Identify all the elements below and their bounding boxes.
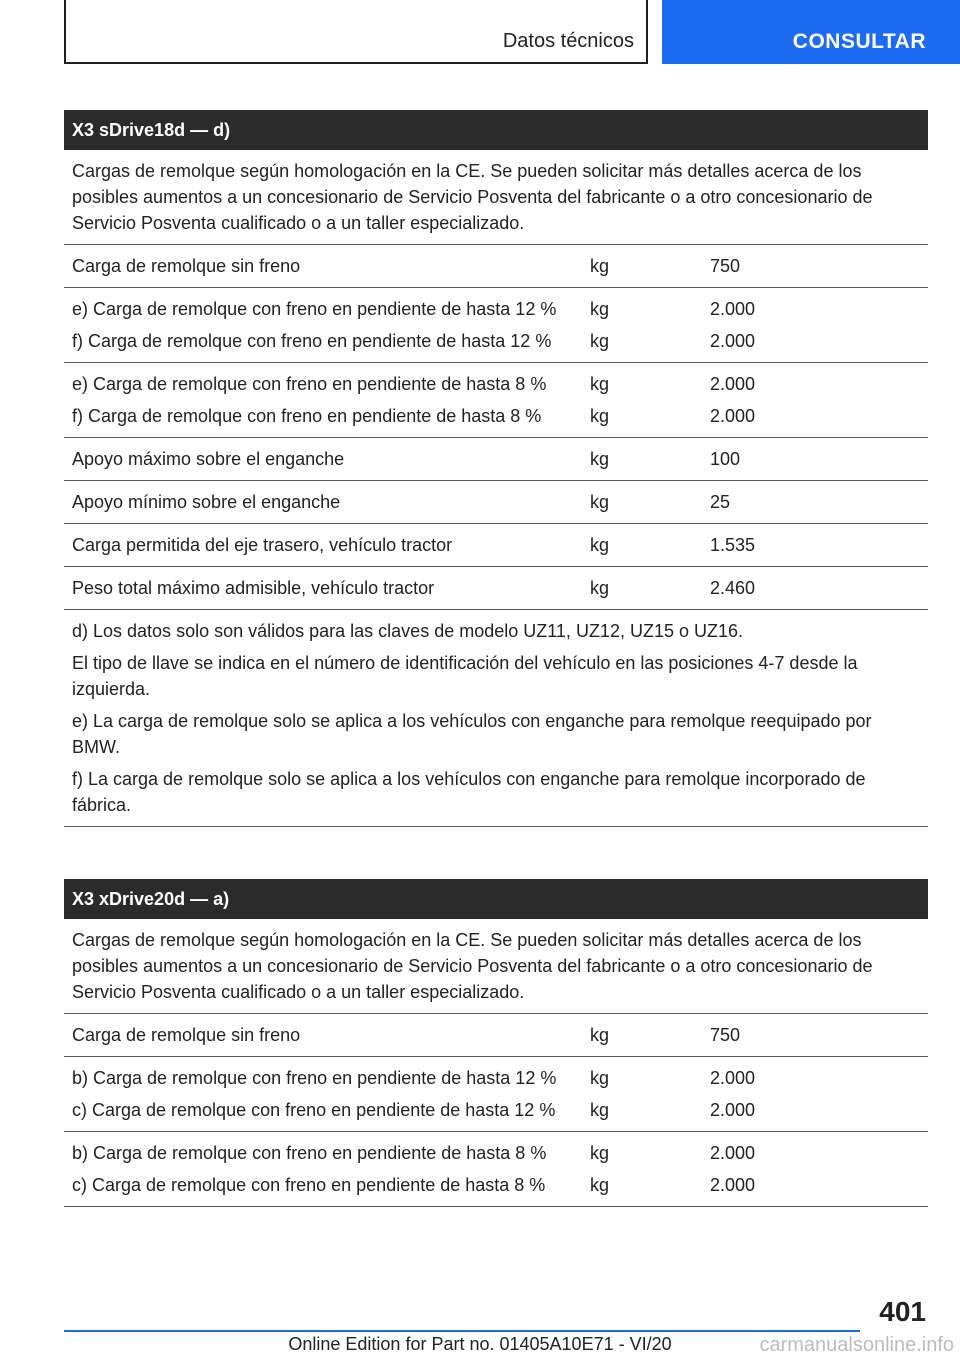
spec-unit: kg	[590, 492, 610, 512]
spec-unit-cell	[590, 363, 710, 437]
spec-label: e) Carga de remolque con freno en pendiente de hasta 8 %	[72, 374, 547, 394]
footnote: e) La carga de remolque solo se aplica a los vehículos con enganche para remolque reequipado por BMW.	[72, 711, 872, 757]
spec-value: 2.000	[710, 1100, 756, 1120]
section-intro: Cargas de remolque según homologación en la CE. Se pueden solicitar más detalles acerca de los posibles aumentos a un concesionario de Servicio Posventa del fabricante o a otro concesionario de Servicio Posventa cualificado o a un taller especializado.	[64, 150, 928, 245]
table-row	[64, 245, 928, 288]
table-row	[64, 1014, 928, 1057]
spec-unit-cell	[590, 438, 710, 480]
spec-section-sdrive18d	[64, 110, 928, 827]
spec-label-cell	[64, 363, 590, 437]
spec-value-cell	[710, 1057, 910, 1131]
spec-label-cell	[64, 438, 590, 480]
table-row	[64, 1057, 928, 1132]
spec-unit: kg	[590, 1025, 610, 1045]
spec-value: 25	[710, 492, 731, 512]
spec-unit: kg	[590, 1143, 610, 1163]
page-number: 401	[879, 1296, 926, 1327]
spec-value-cell	[710, 438, 910, 480]
table-row	[64, 481, 928, 524]
spec-label-cell	[64, 1057, 590, 1131]
spec-label: Apoyo mínimo sobre el enganche	[72, 492, 341, 512]
table-row	[64, 567, 928, 610]
section-tab	[64, 0, 648, 64]
spec-value: 2.000	[710, 406, 756, 426]
table-row	[64, 1132, 928, 1207]
spec-label: Carga de remolque sin freno	[72, 256, 301, 276]
spec-unit: kg	[590, 299, 610, 319]
spec-value: 750	[710, 1025, 741, 1045]
spec-unit: kg	[590, 1100, 610, 1120]
spec-label: Carga de remolque sin freno	[72, 1025, 301, 1045]
table-row	[64, 363, 928, 438]
spec-value: 2.000	[710, 1175, 756, 1195]
spec-value-cell	[710, 288, 910, 362]
spec-label: Carga permitida del eje trasero, vehículo tractor	[72, 535, 453, 555]
spec-value: 2.000	[710, 1143, 756, 1163]
spec-section-xdrive20d	[64, 879, 928, 1207]
spec-value-cell	[710, 1014, 910, 1056]
spec-label: f) Carga de remolque con freno en pendiente de hasta 8 %	[72, 406, 542, 426]
spec-unit-cell	[590, 1132, 710, 1206]
spec-unit: kg	[590, 1068, 610, 1088]
section-title: X3 sDrive18d — d)	[64, 110, 928, 150]
spec-unit: kg	[590, 535, 610, 555]
spec-unit-cell	[590, 1014, 710, 1056]
spec-unit-cell	[590, 524, 710, 566]
spec-value: 2.000	[710, 331, 756, 351]
spec-unit: kg	[590, 256, 610, 276]
spec-value: 2.000	[710, 299, 756, 319]
spec-unit: kg	[590, 578, 610, 598]
spec-label: Peso total máximo admisible, vehículo tractor	[72, 578, 435, 598]
section-title: X3 xDrive20d — a)	[64, 879, 928, 919]
spec-label-cell	[64, 288, 590, 362]
spec-value: 2.000	[710, 1068, 756, 1088]
spec-label-cell	[64, 1014, 590, 1056]
spec-unit-cell	[590, 1057, 710, 1131]
spec-value: 2.000	[710, 374, 756, 394]
spec-unit: kg	[590, 331, 610, 351]
spec-unit: kg	[590, 374, 610, 394]
table-row	[64, 524, 928, 567]
spec-value-cell	[710, 363, 910, 437]
footnote: d) Los datos solo son válidos para las claves de modelo UZ11, UZ12, UZ15 o UZ16.	[72, 621, 744, 641]
spec-label: f) Carga de remolque con freno en pendiente de hasta 12 %	[72, 331, 552, 351]
spec-unit-cell	[590, 567, 710, 609]
table-row	[64, 438, 928, 481]
spec-unit-cell	[590, 245, 710, 287]
watermark: carmanualsonline.info	[759, 1334, 954, 1356]
section-intro: Cargas de remolque según homologación en la CE. Se pueden solicitar más detalles acerca de los posibles aumentos a un concesionario de Servicio Posventa del fabricante o a otro concesionario de Servicio Posventa cualificado o a un taller especializado.	[64, 919, 928, 1014]
spec-label-cell	[64, 1132, 590, 1206]
footnote: f) La carga de remolque solo se aplica a los vehículos con enganche para remolque incorporado de fábrica.	[72, 769, 866, 815]
spec-label-cell	[64, 567, 590, 609]
spec-unit: kg	[590, 449, 610, 469]
consultar-button[interactable]	[662, 0, 960, 64]
spec-value-cell	[710, 1132, 910, 1206]
spec-unit: kg	[590, 406, 610, 426]
spec-label: Apoyo máximo sobre el enganche	[72, 449, 345, 469]
footnotes	[64, 610, 928, 827]
spec-value-cell	[710, 524, 910, 566]
spec-label-cell	[64, 481, 590, 523]
spec-value: 2.460	[710, 578, 756, 598]
footer-divider	[64, 1330, 860, 1332]
spec-value: 750	[710, 256, 741, 276]
spec-value-cell	[710, 245, 910, 287]
section-tab-label: Datos técnicos	[502, 30, 634, 52]
spec-label: b) Carga de remolque con freno en pendiente de hasta 8 %	[72, 1143, 547, 1163]
spec-value-cell	[710, 481, 910, 523]
spec-label-cell	[64, 245, 590, 287]
table-row	[64, 288, 928, 363]
consultar-button-label: CONSULTAR	[792, 30, 926, 53]
spec-unit-cell	[590, 481, 710, 523]
spec-label: e) Carga de remolque con freno en pendiente de hasta 12 %	[72, 299, 557, 319]
spec-label: c) Carga de remolque con freno en pendiente de hasta 12 %	[72, 1100, 556, 1120]
spec-label: b) Carga de remolque con freno en pendiente de hasta 12 %	[72, 1068, 557, 1088]
spec-value: 1.535	[710, 535, 756, 555]
spec-label: c) Carga de remolque con freno en pendiente de hasta 8 %	[72, 1175, 546, 1195]
footnote: El tipo de llave se indica en el número de identificación del vehículo en las posiciones 4-7 desde la izquierda.	[72, 653, 858, 699]
spec-value: 100	[710, 449, 741, 469]
edition-text: Online Edition for Part no. 01405A10E71 - VI/20	[288, 1334, 672, 1354]
spec-unit: kg	[590, 1175, 610, 1195]
spec-unit-cell	[590, 288, 710, 362]
spec-value-cell	[710, 567, 910, 609]
spec-label-cell	[64, 524, 590, 566]
